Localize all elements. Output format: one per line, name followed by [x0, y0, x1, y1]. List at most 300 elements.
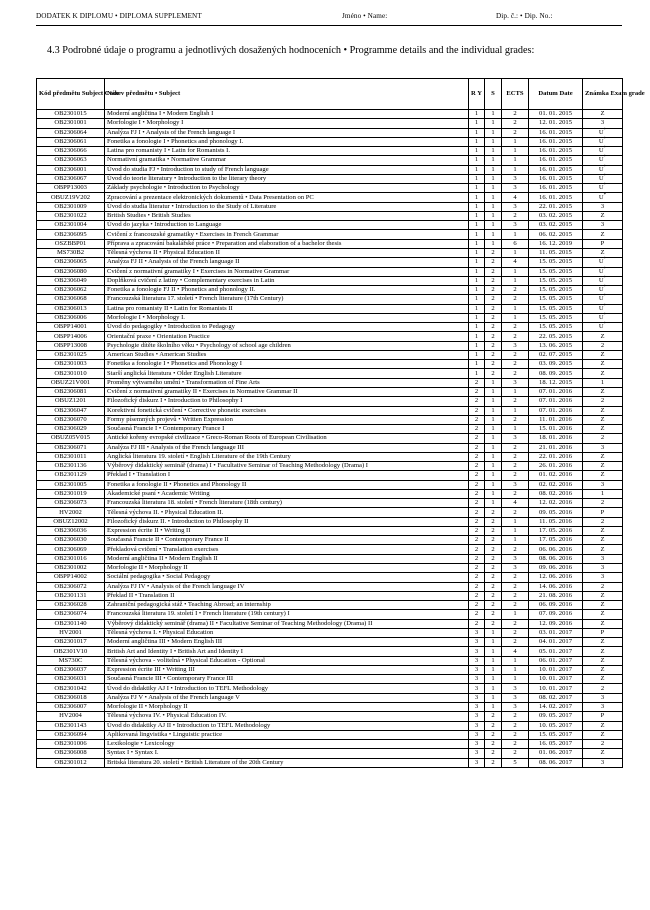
table-row [37, 184, 623, 193]
grade: 3 [583, 564, 623, 573]
grade: Z [583, 387, 623, 396]
ects-credits: 4 [502, 258, 529, 267]
exam-date: 09. 05. 2016 [529, 508, 583, 517]
subject-code: OB2306064 [37, 128, 105, 137]
year: 1 [469, 156, 485, 165]
subject-code: OB2301136 [37, 462, 105, 471]
subject-code: OBPP13008 [37, 341, 105, 350]
grade: Z [583, 211, 623, 220]
ects-credits: 1 [502, 248, 529, 257]
year: 2 [469, 406, 485, 415]
semester: 2 [485, 730, 502, 739]
ects-credits: 1 [502, 267, 529, 276]
subject-code: OB2306067 [37, 174, 105, 183]
grade: U* [583, 174, 623, 183]
exam-date: 17. 05. 2016 [529, 526, 583, 535]
exam-date: 15. 05. 2015 [529, 276, 583, 285]
subject-code: OB2306007 [37, 703, 105, 712]
subject-code: OB2301025 [37, 350, 105, 359]
ects-credits: 4 [502, 499, 529, 508]
subject-name: Analýza FJ IV • Analysis of the French language IV [105, 582, 469, 591]
ects-credits: 1 [502, 387, 529, 396]
table-row [37, 110, 623, 119]
grade: U* [583, 276, 623, 285]
exam-date: 22. 01. 2016 [529, 452, 583, 461]
exam-date: 06. 01. 2017 [529, 656, 583, 665]
year: 2 [469, 508, 485, 517]
grade: Z [583, 230, 623, 239]
subject-code: OB2301019 [37, 489, 105, 498]
year: 3 [469, 628, 485, 637]
semester: 1 [485, 665, 502, 674]
subject-name: Fonetika a fonologie I • Phonetics and phonology I. [105, 137, 469, 146]
subject-name: Antické kořeny evropské civilizace • Greco-Roman Roots of European Civilisation [105, 434, 469, 443]
year: 2 [469, 480, 485, 489]
subject-code: HV2002 [37, 508, 105, 517]
subject-code: OB2306095 [37, 230, 105, 239]
grade: 2 [583, 341, 623, 350]
year: 1 [469, 369, 485, 378]
grade: U* [583, 323, 623, 332]
subject-code: OB2306073 [37, 499, 105, 508]
table-row [37, 703, 623, 712]
ects-credits: 2 [502, 110, 529, 119]
subject-code: OB2306063 [37, 156, 105, 165]
table-row [37, 211, 623, 220]
semester: 2 [485, 341, 502, 350]
grade: Z [583, 721, 623, 730]
year: 1 [469, 137, 485, 146]
year: 2 [469, 489, 485, 498]
exam-date: 15. 05. 2017 [529, 730, 583, 739]
year: 2 [469, 462, 485, 471]
grade: 3 [583, 202, 623, 211]
ects-credits: 1 [502, 526, 529, 535]
year: 1 [469, 211, 485, 220]
table-row [37, 174, 623, 183]
grade: Z [583, 360, 623, 369]
col-header-year: R Y [469, 79, 485, 110]
grade: U* [583, 137, 623, 146]
subject-code: OB2301005 [37, 480, 105, 489]
ects-credits: 2 [502, 369, 529, 378]
subject-name: Orientační praxe • Orientation Practice [105, 332, 469, 341]
year: 3 [469, 684, 485, 693]
subject-name: Cvičení z normativní gramatiky I • Exercises in Normative Grammar [105, 267, 469, 276]
ects-credits: 1 [502, 147, 529, 156]
semester: 1 [485, 406, 502, 415]
subject-code: OBUZ12002 [37, 517, 105, 526]
grade: 3 [583, 221, 623, 230]
table-row [37, 443, 623, 452]
subject-code: OB2306071 [37, 443, 105, 452]
table-row [37, 276, 623, 285]
grade: 3 [583, 554, 623, 563]
subject-name: Morfologie I • Morphology I [105, 119, 469, 128]
semester: 1 [485, 378, 502, 387]
subject-name: Úvod do pedagogiky • Introduction to Pedagogy [105, 323, 469, 332]
ects-credits: 5 [502, 758, 529, 767]
subject-code: OB2301002 [37, 564, 105, 573]
subject-name: British Art and Identity I • British Art and Identity I [105, 647, 469, 656]
table-row [37, 582, 623, 591]
table-row [37, 286, 623, 295]
table-row [37, 693, 623, 702]
table-row [37, 341, 623, 350]
year: 3 [469, 693, 485, 702]
semester: 2 [485, 749, 502, 758]
subject-code: HV2004 [37, 712, 105, 721]
subject-code: OBUZ19V202 [37, 193, 105, 202]
ects-credits: 2 [502, 295, 529, 304]
subject-name: Úvod do studia literatur • Introduction to the Study of Literature [105, 202, 469, 211]
grade: Z [583, 619, 623, 628]
year: 2 [469, 536, 485, 545]
subject-name: Tělesná výchova I. • Physical Education [105, 628, 469, 637]
header-rule [36, 25, 622, 26]
ects-credits: 3 [502, 202, 529, 211]
table-row [37, 406, 623, 415]
semester: 2 [485, 582, 502, 591]
year: 3 [469, 638, 485, 647]
grade: U* [583, 147, 623, 156]
subject-code: OB2301017 [37, 638, 105, 647]
table-row [37, 332, 623, 341]
subject-code: MS730C [37, 656, 105, 665]
table-row [37, 684, 623, 693]
grade: Z [583, 471, 623, 480]
semester: 2 [485, 601, 502, 610]
grade: Z [583, 462, 623, 471]
grade: Z [583, 452, 623, 461]
ects-credits: 1 [502, 610, 529, 619]
exam-date: 08. 06. 2017 [529, 758, 583, 767]
subject-name: Aplikovaná lingvistika • Linguistic practice [105, 730, 469, 739]
semester: 1 [485, 480, 502, 489]
semester: 2 [485, 619, 502, 628]
grade: Z [583, 248, 623, 257]
exam-date: 12. 02. 2016 [529, 499, 583, 508]
semester: 2 [485, 332, 502, 341]
subject-code: OBPP14001 [37, 323, 105, 332]
exam-date: 15. 05. 2015 [529, 313, 583, 322]
semester: 1 [485, 147, 502, 156]
exam-date: 01. 06. 2017 [529, 749, 583, 758]
semester: 1 [485, 128, 502, 137]
ects-credits: 2 [502, 573, 529, 582]
subject-name: Překlad I • Translation I [105, 471, 469, 480]
subject-code: OB2306061 [37, 137, 105, 146]
exam-date: 02. 02. 2016 [529, 480, 583, 489]
semester: 2 [485, 350, 502, 359]
ects-credits: 2 [502, 119, 529, 128]
semester: 2 [485, 721, 502, 730]
table-row [37, 258, 623, 267]
semester: 1 [485, 137, 502, 146]
year: 1 [469, 128, 485, 137]
subject-code: OB2301015 [37, 110, 105, 119]
semester: 1 [485, 156, 502, 165]
subject-name: Proměny výtvarného umění • Transformation of Fine Arts [105, 378, 469, 387]
exam-date: 14. 06. 2016 [529, 582, 583, 591]
ects-credits: 1 [502, 165, 529, 174]
semester: 2 [485, 573, 502, 582]
grade: 3 [583, 119, 623, 128]
grade: Z [583, 406, 623, 415]
year: 1 [469, 267, 485, 276]
table-row [37, 387, 623, 396]
subject-code: OB2306030 [37, 536, 105, 545]
grade: Z [583, 601, 623, 610]
table-row [37, 230, 623, 239]
semester: 1 [485, 202, 502, 211]
subject-code: OB2301016 [37, 554, 105, 563]
subject-code: OBPP14002 [37, 573, 105, 582]
exam-date: 08. 06. 2016 [529, 554, 583, 563]
subject-name: Úvod do jazyka • Introduction to Language [105, 221, 469, 230]
grade: 3 [583, 758, 623, 767]
exam-date: 16. 01. 2015 [529, 156, 583, 165]
semester: 2 [485, 758, 502, 767]
subject-name: Fonetika a fonologie II • Phonetics and Phonology II [105, 480, 469, 489]
exam-date: 13. 06. 2015 [529, 341, 583, 350]
semester: 1 [485, 462, 502, 471]
ects-credits: 1 [502, 276, 529, 285]
semester: 2 [485, 545, 502, 554]
exam-date: 12. 09. 2016 [529, 619, 583, 628]
semester: 2 [485, 712, 502, 721]
table-row [37, 656, 623, 665]
ects-credits: 1 [502, 536, 529, 545]
subject-name: Expression écrite II • Writing II [105, 526, 469, 535]
ects-credits: 1 [502, 406, 529, 415]
subject-name: Francouzská literatura 17. století • French literature (17th Century) [105, 295, 469, 304]
grade: Z [583, 610, 623, 619]
year: 1 [469, 304, 485, 313]
subject-name: Filozofický diskurz I • Introduction to Philosophy I [105, 397, 469, 406]
exam-date: 16. 01. 2015 [529, 193, 583, 202]
semester: 1 [485, 443, 502, 452]
grade: P [583, 628, 623, 637]
subject-name: Zpracování a prezentace elektronických dokumentů • Data Presentation on PC [105, 193, 469, 202]
grade: U* [583, 286, 623, 295]
year: 1 [469, 332, 485, 341]
subject-code: OB2301022 [37, 211, 105, 220]
semester: 1 [485, 211, 502, 220]
subject-name: Výběrový didaktický seminář (drama) I • Facultative Seminar of Teaching Methodology (Drama) I [105, 462, 469, 471]
table-row [37, 378, 623, 387]
exam-date: 09. 05. 2017 [529, 712, 583, 721]
subject-name: Analýza FJ I • Analysis of the French language I [105, 128, 469, 137]
exam-date: 21. 01. 2016 [529, 443, 583, 452]
table-row [37, 267, 623, 276]
semester: 1 [485, 174, 502, 183]
grade: Z [583, 749, 623, 758]
year: 2 [469, 610, 485, 619]
ects-credits: 2 [502, 638, 529, 647]
semester: 1 [485, 703, 502, 712]
subject-code: OB2306031 [37, 675, 105, 684]
year: 2 [469, 564, 485, 573]
exam-date: 08. 02. 2016 [529, 489, 583, 498]
semester: 2 [485, 591, 502, 600]
year: 1 [469, 110, 485, 119]
exam-date: 01. 01. 2015 [529, 110, 583, 119]
semester: 1 [485, 110, 502, 119]
ects-credits: 3 [502, 684, 529, 693]
semester: 2 [485, 323, 502, 332]
subject-name: Latina pro romanisty I • Latin for Romanists I. [105, 147, 469, 156]
semester: 2 [485, 517, 502, 526]
year: 2 [469, 499, 485, 508]
subject-code: OBPP14006 [37, 332, 105, 341]
grade: Z [583, 332, 623, 341]
semester: 1 [485, 628, 502, 637]
subject-name: Analýza FJ II • Analysis of the French language II [105, 258, 469, 267]
ects-credits: 2 [502, 489, 529, 498]
subject-name: Morfologie I • Morphology I. [105, 313, 469, 322]
subject-name: Filozofický diskurz II. • Introduction to Philosophy II [105, 517, 469, 526]
subject-code: OB2306065 [37, 258, 105, 267]
semester: 2 [485, 740, 502, 749]
year: 2 [469, 434, 485, 443]
table-row [37, 480, 623, 489]
year: 1 [469, 258, 485, 267]
year: 1 [469, 360, 485, 369]
grade: U* [583, 156, 623, 165]
grade: 2 [583, 434, 623, 443]
subject-code: OB2306062 [37, 286, 105, 295]
table-header-row [37, 79, 623, 110]
year: 2 [469, 601, 485, 610]
subject-code: OB2306013 [37, 304, 105, 313]
year: 2 [469, 471, 485, 480]
subject-name: Úvod do studia FJ • Introduction to study of French language [105, 165, 469, 174]
subject-name: Současná Francie I • Contemporary France I [105, 425, 469, 434]
table-row [37, 749, 623, 758]
table-row [37, 721, 623, 730]
grade: U* [583, 267, 623, 276]
subject-code: OB2301042 [37, 684, 105, 693]
ects-credits: 1 [502, 656, 529, 665]
exam-date: 15. 05. 2015 [529, 295, 583, 304]
ects-credits: 3 [502, 703, 529, 712]
table-row [37, 165, 623, 174]
year: 1 [469, 221, 485, 230]
subject-code: HV2001 [37, 628, 105, 637]
subject-name: Současná Francie III • Contemporary France III [105, 675, 469, 684]
subject-code: OB2306072 [37, 582, 105, 591]
exam-date: 07. 09. 2016 [529, 610, 583, 619]
exam-date: 10. 01. 2017 [529, 665, 583, 674]
grade: 2 [583, 499, 623, 508]
subject-code: OB2306006 [37, 313, 105, 322]
year: 1 [469, 248, 485, 257]
grade: U* [583, 304, 623, 313]
ects-credits: 2 [502, 323, 529, 332]
table-row [37, 452, 623, 461]
exam-date: 15. 05. 2015 [529, 323, 583, 332]
year: 2 [469, 554, 485, 563]
grade: Z [583, 730, 623, 739]
subject-code: OB2306080 [37, 267, 105, 276]
subject-code: OBUZ05V015 [37, 434, 105, 443]
ects-credits: 2 [502, 545, 529, 554]
semester: 2 [485, 295, 502, 304]
subject-code: OB2301003 [37, 360, 105, 369]
subject-code: OB2301129 [37, 471, 105, 480]
semester: 1 [485, 675, 502, 684]
table-row [37, 638, 623, 647]
table-row [37, 647, 623, 656]
ects-credits: 2 [502, 360, 529, 369]
subject-code: OB2306049 [37, 276, 105, 285]
subject-name: Tělesná výchova II. • Physical Education II. [105, 508, 469, 517]
ects-credits: 2 [502, 721, 529, 730]
ects-credits: 2 [502, 471, 529, 480]
page-header [36, 12, 622, 26]
year: 3 [469, 647, 485, 656]
ects-credits: 2 [502, 591, 529, 600]
year: 2 [469, 452, 485, 461]
table-row [37, 489, 623, 498]
ects-credits: 3 [502, 184, 529, 193]
subject-name: Britská literatura 20. století • British Literature of the 20th Century [105, 758, 469, 767]
subject-name: Moderní angličtina III • Modern English III [105, 638, 469, 647]
semester: 1 [485, 119, 502, 128]
exam-date: 22. 05. 2015 [529, 332, 583, 341]
subject-code: OB2306018 [37, 693, 105, 702]
subject-code: OB2306081 [37, 387, 105, 396]
table-row [37, 517, 623, 526]
year: 3 [469, 721, 485, 730]
table-row [37, 675, 623, 684]
subject-name: Analýza FJ III • Analysis of the French language III [105, 443, 469, 452]
table-row [37, 415, 623, 424]
ects-credits: 3 [502, 693, 529, 702]
table-row [37, 601, 623, 610]
exam-date: 11. 05. 2016 [529, 517, 583, 526]
subject-name: Fonetika a fonologie I • Phonetics and Phonology I [105, 360, 469, 369]
exam-date: 08. 09. 2015 [529, 369, 583, 378]
year: 1 [469, 341, 485, 350]
exam-date: 12. 01. 2015 [529, 119, 583, 128]
year: 3 [469, 703, 485, 712]
year: 3 [469, 758, 485, 767]
year: 1 [469, 276, 485, 285]
semester: 1 [485, 647, 502, 656]
semester: 2 [485, 369, 502, 378]
ects-credits: 2 [502, 730, 529, 739]
subject-name: Moderní angličtina II • Modern English II [105, 554, 469, 563]
subject-code: MS730B2 [37, 248, 105, 257]
table-row [37, 619, 623, 628]
subject-code: OSZBBP01 [37, 239, 105, 248]
subject-name: Zahraniční pedagogická stáž • Teaching Abroad; an internship [105, 601, 469, 610]
ects-credits: 1 [502, 665, 529, 674]
grade: 3 [583, 703, 623, 712]
subject-code: OB2306094 [37, 730, 105, 739]
grade: Z [583, 656, 623, 665]
grade: Z [583, 369, 623, 378]
table-row [37, 628, 623, 637]
semester: 1 [485, 656, 502, 665]
exam-date: 03. 02. 2015 [529, 211, 583, 220]
exam-date: 16. 05. 2017 [529, 740, 583, 749]
subject-name: Tělesná výchova IV. • Physical Education IV. [105, 712, 469, 721]
ects-credits: 2 [502, 397, 529, 406]
semester: 2 [485, 258, 502, 267]
